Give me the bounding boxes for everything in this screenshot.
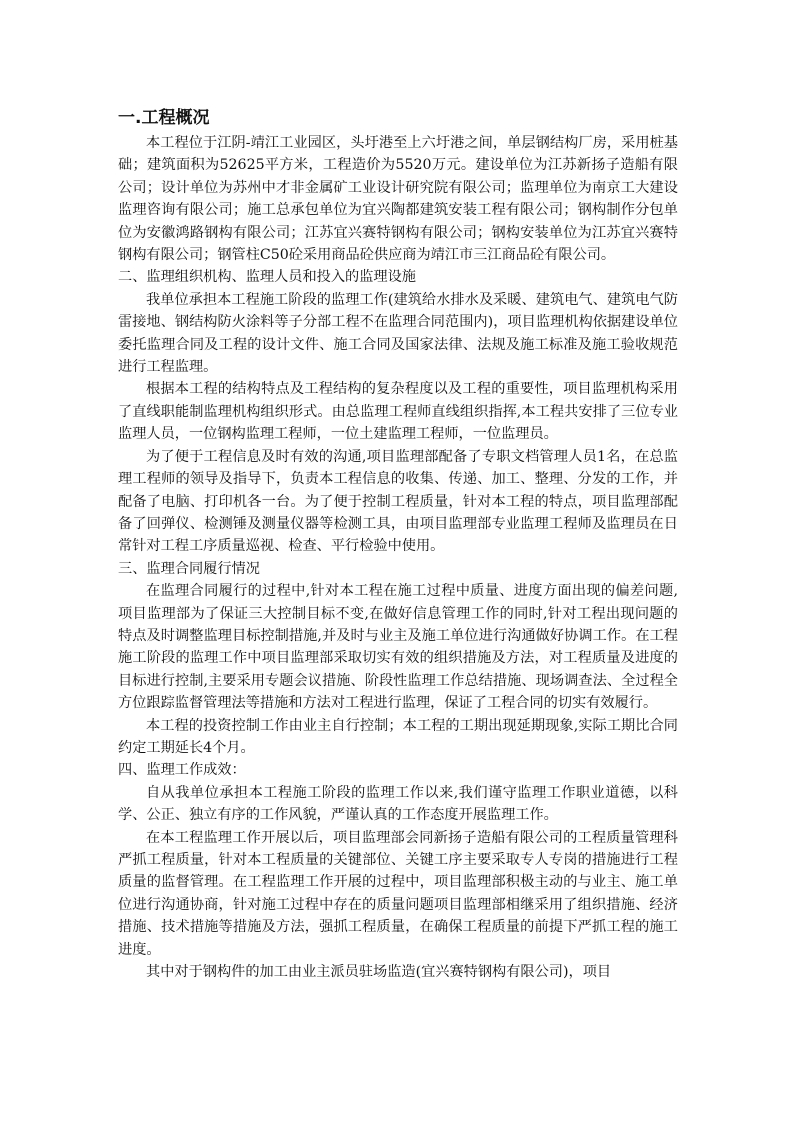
section1-paragraph-1: 本工程位于江阴-靖江工业园区，头圩港至上六圩港之间，单层钢结构厂房，采用桩基础；建筑面积为52625平方米，工程造价为5520万元。建设单位为江苏新扬子造船有限公司；设计单位为苏州中才非金属矿工业设计研究院有限公司；监理单位为南京工大建设监理咨询有限公司；施工总承包单位为宜兴陶都建筑安装工程有限公司；钢构制作分包单位为安徽鸿路钢构有限公司；江苏宜兴赛特钢构有限公司；钢构安装单位为江苏宜兴赛特钢构有限公司；钢管柱C50砼采用商品砼供应商为靖江市三江商品砼有限公司。 xyxy=(118,135,678,264)
document-title: 一.工程概况 xyxy=(118,108,210,128)
document-page xyxy=(118,104,678,983)
section2-paragraph-3: 为了便于工程信息及时有效的沟通,项目监理部配备了专职文档管理人员1名，在总监理工程师的领导及指导下，负责本工程信息的收集、传递、加工、整理、分发的工作，并配备了电脑、打印机各一台。为了便于控制工程质量，针对本工程的特点，项目监理部配备了回弹仪、检测锤及测量仪器等检测工具，由项目监理部专业监理工程师及监理员在日常针对工程工序质量巡视、检查、平行检验中使用。 xyxy=(118,448,678,555)
section4-paragraph-2: 在本工程监理工作开展以后，项目监理部会同新扬子造船有限公司的工程质量管理科严抓工程质量，针对本工程质量的关键部位、关键工序主要采取专人专岗的措施进行工程质量的监督管理。在工程监理工作开展的过程中，项目监理部积极主动的与业主、施工单位进行沟通协商，针对施工过程中存在的质量问题项目监理部相继采用了组织措施、经济措施、技术措施等措施及方法，强抓工程质量，在确保工程质量的前提下严抓工程的施工进度。 xyxy=(118,829,678,958)
section4-paragraph-1: 自从我单位承担本工程施工阶段的监理工作以来,我们谨守监理工作职业道德，以科学、公正、独立有序的工作风貌，严谨认真的工作态度开展监理工作。 xyxy=(118,784,678,824)
section2-paragraph-1: 我单位承担本工程施工阶段的监理工作(建筑给水排水及采暖、建筑电气、建筑电气防雷接地、钢结构防火涂料等子分部工程不在监理合同范围内)，项目监理机构依据建设单位委托监理合同及工程的设计文件、施工合同及国家法律、法规及施工标准及施工验收规范进行工程监理。 xyxy=(118,291,678,376)
section3-paragraph-1: 在监理合同履行的过程中,针对本工程在施工过程中质量、进度方面出现的偏差问题,项目监理部为了保证三大控制目标不变,在做好信息管理工作的同时,针对工程出现问题的特点及时调整监理目标控制措施,并及时与业主及施工单位进行沟通做好协调工作。在工程施工阶段的监理工作中项目监理部采取切实有效的组织措施及方法，对工程质量及进度的目标进行控制,主要采用专题会议措施、阶段性监理工作总结措施、现场调查法、全过程全方位跟踪监督管理法等措施和方法对工程进行监理，保证了工程合同的切实有效履行。 xyxy=(118,583,678,712)
section2-heading: 二、监理组织机构、监理人员和投入的监理设施 xyxy=(118,269,416,286)
section4-paragraph-3: 其中对于钢构件的加工由业主派员驻场监造(宜兴赛特钢构有限公司)，项目 xyxy=(146,964,612,981)
section3-heading: 三、监理合同履行情况 xyxy=(118,560,260,577)
section3-paragraph-2: 本工程的投资控制工作由业主自行控制；本工程的工期出现延期现象,实际工期比合同约定工期延长4个月。 xyxy=(118,717,678,756)
section4-heading: 四、监理工作成效： xyxy=(118,762,246,779)
section2-paragraph-2: 根据本工程的结构特点及工程结构的复杂程度以及工程的重要性，项目监理机构采用了直线职能制监理机构组织形式。由总监理工程师直线组织指挥,本工程共安排了三位专业监理人员，一位钢构监理工程师，一位土建监理工程师，一位监理员。 xyxy=(118,381,678,443)
